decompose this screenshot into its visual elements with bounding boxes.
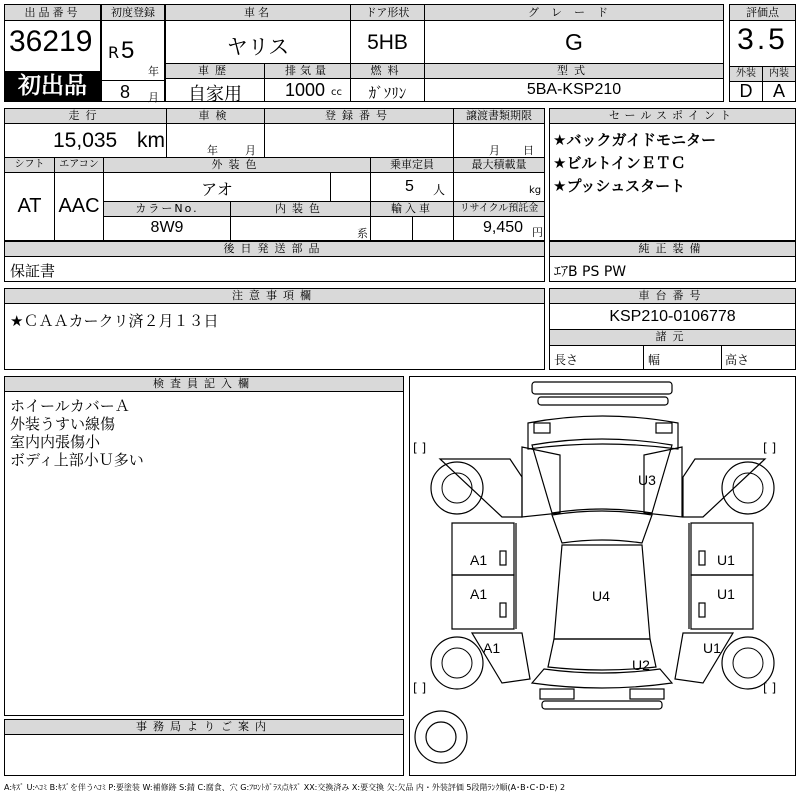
bracket-right-top: [ ] (763, 441, 777, 455)
equipment-value: ｴｱB PS PW (554, 264, 627, 280)
inspector-line-1: ホイールカバーＡ (10, 397, 130, 415)
later-value: 保証書 (10, 262, 56, 280)
damage-mark-trunk: U2 (632, 657, 650, 673)
inspector-line-3: 室内内張傷小 (10, 433, 101, 451)
sales-points-box (549, 108, 796, 241)
color-no-label: カラーNo. (104, 202, 230, 217)
import-label: 輸入車 (371, 202, 453, 217)
reg-year: 5 (121, 37, 135, 64)
score-label: 評価点 (730, 5, 795, 21)
damage-mark-left-quarter: A1 (483, 640, 501, 656)
displacement-unit: cc (331, 87, 342, 98)
int-score-label: 内装 (763, 67, 795, 82)
dims-label: 諸元 (550, 330, 795, 346)
first-listing-badge: 初出品 (5, 71, 100, 101)
inspection-label: 車検 (167, 109, 264, 124)
dims-width: 幅 (648, 353, 661, 367)
first-registration-box (101, 4, 165, 102)
damage-mark-right-front-door: U1 (717, 552, 735, 568)
recycle-label: リサイクル預託金 (454, 202, 544, 217)
chassis-box (549, 288, 796, 370)
lot-label: 出品番号 (5, 5, 100, 21)
ext-color-label: 外装色 (104, 158, 370, 173)
load-unit: kg (529, 185, 542, 196)
grade-box (424, 4, 724, 64)
score-value: 3.5 (737, 23, 788, 56)
office-box (4, 719, 404, 776)
damage-mark-left-rear-door: A1 (470, 586, 488, 602)
recycle-unit: 円 (532, 226, 543, 239)
lot-box (4, 4, 101, 102)
reg-no-label: 登録番号 (265, 109, 453, 124)
int-color-unit: 系 (357, 227, 368, 240)
first-reg-label: 初度登録 (102, 5, 164, 21)
damage-mark-hood: U3 (638, 472, 656, 488)
transfer-label: 譲渡書類期限 (454, 109, 544, 124)
capacity-label: 乗車定員 (371, 158, 453, 173)
legend: A:ｷｽﾞ U:ﾍｺﾐ B:ｷｽﾞを伴うﾍｺﾐ P:要塗装 W:補修跡 S:錆 C:腐食、穴 G:ﾌﾛﾝﾄｶﾞﾗｽ点ｷｽﾞ XX:交換済み X:要交換 欠:欠品 内・外装評価 5段階ﾗﾝｸ順(A･B･C･D･E) 2 (4, 783, 566, 792)
bracket-right-bottom: [ ] (763, 681, 777, 695)
capacity-value: 5 (405, 178, 414, 195)
dims-length: 長さ (554, 353, 579, 367)
model-value: 5BA-KSP210 (526, 81, 622, 98)
notes-box (4, 288, 545, 370)
shift-label: シフト (5, 158, 54, 173)
mileage-value: 15,035 (53, 129, 118, 152)
ext-score-value: D (739, 81, 753, 101)
fuel-box (350, 63, 425, 102)
mileage-unit: km (137, 129, 165, 152)
later-parts-box (4, 241, 545, 282)
car-name-value: ヤリス (226, 35, 290, 59)
model-label: 型式 (425, 64, 723, 79)
reg-month: 8 (120, 82, 131, 102)
load-label: 最大積載量 (454, 158, 544, 173)
door-box (350, 4, 425, 64)
sales-item-3: ★プッシュスタート (553, 177, 686, 195)
later-label: 後日発送部品 (5, 242, 544, 257)
inspector-box (4, 376, 404, 716)
inspector-label: 検査員記入欄 (5, 377, 403, 392)
inspection-year-unit: 年 (207, 144, 218, 157)
ext-color-value: アオ (201, 180, 233, 199)
grade-value: G (565, 29, 583, 55)
model-box (424, 63, 724, 102)
recycle-value: 9,450 (483, 219, 524, 236)
vehicle-info-box (4, 108, 545, 241)
fuel-label: 燃料 (351, 64, 424, 79)
door-value: 5HB (367, 31, 408, 54)
int-color-label: 内装色 (231, 202, 370, 217)
equipment-label: 純正装備 (550, 242, 795, 257)
inspection-month-unit: 月 (245, 144, 256, 157)
dims-height: 高さ (725, 353, 750, 367)
era: R (108, 43, 120, 62)
door-label: ドア形状 (351, 5, 424, 21)
history-label: 車歴 (166, 64, 264, 79)
shift-value: AT (17, 195, 42, 217)
month-unit: 月 (148, 91, 159, 104)
notes-label: 注意事項欄 (5, 289, 544, 304)
office-label: 事務局よりご案内 (5, 720, 403, 735)
car-body-diagram (410, 377, 795, 775)
year-unit: 年 (148, 65, 159, 78)
car-name-box (165, 4, 351, 64)
sales-item-1: ★バックガイドモニター (553, 131, 716, 149)
lot-number: 36219 (9, 25, 93, 58)
history-box (165, 63, 265, 105)
equipment-box (549, 241, 796, 282)
damage-mark-roof: U4 (592, 588, 610, 604)
bracket-left-bottom: [ ] (413, 681, 427, 695)
car-name-label: 車名 (166, 5, 350, 21)
sales-item-2: ★ビルトインＥＴＣ (553, 154, 686, 172)
damage-mark-left-front-door: A1 (470, 552, 488, 568)
damage-mark-right-rear-door: U1 (717, 586, 735, 602)
mileage-label: 走行 (5, 109, 166, 124)
displacement-label: 排気量 (265, 64, 350, 79)
chassis-value: KSP210-0106778 (609, 308, 736, 325)
grade-label: グレード (425, 5, 723, 21)
bracket-left-top: [ ] (413, 441, 427, 455)
inspector-line-4: ボディ上部小Ｕ多い (10, 451, 144, 469)
history-value: 自家用 (188, 84, 242, 105)
damage-diagram-box (409, 376, 796, 776)
ext-score-label: 外装 (730, 67, 762, 82)
sales-label: セールスポイント (550, 109, 795, 124)
capacity-unit: 人 (433, 183, 446, 197)
chassis-label: 車台番号 (550, 289, 795, 304)
displacement-value: 1000 (285, 80, 326, 100)
transfer-month-unit: 月 (489, 144, 500, 157)
damage-mark-right-quarter: U1 (703, 640, 721, 656)
inspector-line-2: 外装うすい線傷 (10, 415, 116, 433)
aircon-value: AAC (58, 195, 100, 217)
aircon-label: エアコン (55, 158, 103, 173)
displacement-box (264, 63, 351, 102)
fuel-value: ｶﾞｿﾘﾝ (368, 84, 407, 102)
score-box (729, 4, 796, 102)
color-no-value: 8W9 (150, 219, 184, 236)
int-score-value: A (772, 81, 785, 101)
transfer-day-unit: 日 (523, 144, 534, 157)
notes-value: ★ＣＡＡカークリ済２月１３日 (10, 312, 219, 330)
